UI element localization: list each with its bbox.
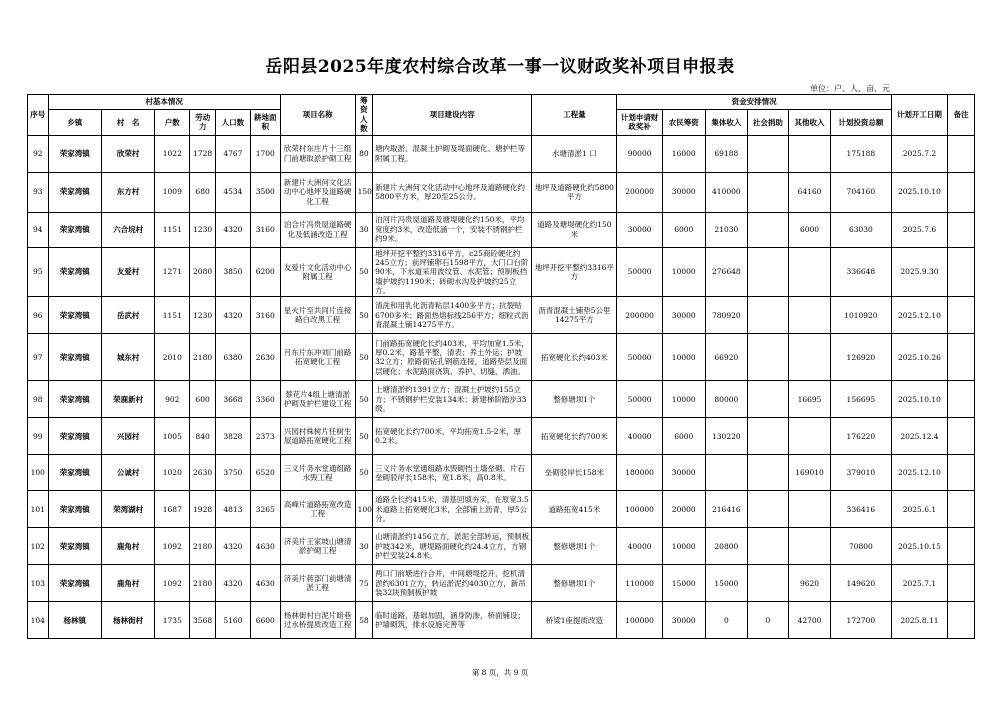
cell-total: 156695 xyxy=(831,381,892,418)
cell-project: 新建片大洲何文化活动中心地坪及道路硬化工程 xyxy=(280,172,355,212)
cell-start: 2025.12.10 xyxy=(891,455,947,491)
cell-start: 2025.8.11 xyxy=(891,602,947,639)
cell-town: 荣家湾镇 xyxy=(48,381,101,418)
cell-farmer: 15000 xyxy=(662,565,705,602)
cell-quantity: 地坪及道路硬化约5800平方 xyxy=(532,172,617,212)
cell-other: 169010 xyxy=(788,455,830,491)
cell-farmer: 10000 xyxy=(662,247,705,297)
cell-raise: 75 xyxy=(355,565,372,602)
cell-social: 0 xyxy=(747,602,788,639)
cell-other xyxy=(788,418,830,455)
cell-town: 杨林镇 xyxy=(48,602,101,639)
table-row xyxy=(28,528,975,565)
cell-note xyxy=(948,172,975,212)
cell-social xyxy=(747,172,788,212)
cell-labor: 1928 xyxy=(190,491,216,528)
cell-town: 荣家湾镇 xyxy=(48,491,101,528)
cell-farmer: 6000 xyxy=(662,418,705,455)
cell-village: 杨林街村 xyxy=(101,602,154,639)
cell-collective: 0 xyxy=(705,602,747,639)
table-row xyxy=(28,381,975,418)
cell-seq: 97 xyxy=(28,334,49,381)
cell-raise: 30 xyxy=(355,212,372,247)
cell-raise: 50 xyxy=(355,297,372,334)
cell-population: 4320 xyxy=(215,297,250,334)
cell-area: 2373 xyxy=(250,418,280,455)
cell-area: 3265 xyxy=(250,491,280,528)
cell-note xyxy=(948,247,975,297)
cell-households: 1271 xyxy=(155,247,190,297)
cell-town: 荣家湾镇 xyxy=(48,297,101,334)
header-funds: 资金安排情况 xyxy=(617,95,891,110)
cell-area: 6200 xyxy=(250,247,280,297)
cell-note xyxy=(948,528,975,565)
cell-labor: 840 xyxy=(190,418,216,455)
table-row xyxy=(28,418,975,455)
header-other: 其他收入 xyxy=(788,109,830,135)
table-body xyxy=(28,135,975,639)
cell-plan-apply: 180000 xyxy=(617,455,662,491)
cell-social xyxy=(747,212,788,247)
cell-note xyxy=(948,418,975,455)
cell-social xyxy=(747,247,788,297)
cell-village: 欣荣村 xyxy=(101,135,154,172)
cell-quantity: 沥青混凝土铺垫5公里14275平方 xyxy=(532,297,617,334)
cell-labor: 2180 xyxy=(190,334,216,381)
cell-project: 济美片蒋部门前塘清淤工程 xyxy=(280,565,355,602)
cell-raise: 150 xyxy=(355,172,372,212)
table-row xyxy=(28,297,975,334)
cell-seq: 101 xyxy=(28,491,49,528)
cell-plan-apply: 40000 xyxy=(617,528,662,565)
header-labor: 劳动力 xyxy=(190,109,216,135)
cell-plan-apply: 50000 xyxy=(617,334,662,381)
cell-population: 6380 xyxy=(215,334,250,381)
header-village-info: 村基本情况 xyxy=(48,95,280,110)
cell-total: 379010 xyxy=(831,455,892,491)
cell-collective xyxy=(705,455,747,491)
header-population: 人口数 xyxy=(215,109,250,135)
cell-project: 欣荣村东庄片十三组门前塘取淤护砌工程 xyxy=(280,135,355,172)
cell-households: 1009 xyxy=(155,172,190,212)
cell-households: 2010 xyxy=(155,334,190,381)
cell-content: 临时道路，基础加固，涵身防渗，桥面铺设；护墙砌筑，排水设施完善等 xyxy=(373,602,532,639)
table-row xyxy=(28,334,975,381)
cell-note xyxy=(948,602,975,639)
cell-collective: 15000 xyxy=(705,565,747,602)
header-collective: 集体收入 xyxy=(705,109,747,135)
cell-seq: 98 xyxy=(28,381,49,418)
cell-village: 东方村 xyxy=(101,172,154,212)
cell-note xyxy=(948,491,975,528)
header-start: 计划开工日期 xyxy=(891,95,947,136)
cell-town: 荣家湾镇 xyxy=(48,418,101,455)
cell-seq: 103 xyxy=(28,565,49,602)
cell-farmer: 20000 xyxy=(662,491,705,528)
cell-total: 176220 xyxy=(831,418,892,455)
cell-village: 友爱村 xyxy=(101,247,154,297)
header-farmer: 农民筹资 xyxy=(662,109,705,135)
cell-quantity: 地坪开挖平整约3316平方 xyxy=(532,247,617,297)
cell-content: 两口门前塘进行合并，中间塘堤挖开，挖机清淤约6301立方，转运淤泥约4030立方，新吊装32块预制板护坡 xyxy=(373,565,532,602)
cell-farmer: 30000 xyxy=(662,297,705,334)
cell-collective: 410000 xyxy=(705,172,747,212)
cell-project: 星火片至共同片连接路白改黑工程 xyxy=(280,297,355,334)
cell-population: 4767 xyxy=(215,135,250,172)
cell-plan-apply: 50000 xyxy=(617,247,662,297)
cell-quantity: 道路及塘堤硬化约150米 xyxy=(532,212,617,247)
cell-total: 63030 xyxy=(831,212,892,247)
header-project: 项目名称 xyxy=(280,95,355,136)
cell-town: 荣家湾镇 xyxy=(48,334,101,381)
cell-other xyxy=(788,528,830,565)
header-area: 耕地面积 xyxy=(250,109,280,135)
cell-collective: 66920 xyxy=(705,334,747,381)
cell-labor: 2630 xyxy=(190,455,216,491)
cell-project: 济美片王家坡山塘清淤护砌工程 xyxy=(280,528,355,565)
cell-plan-apply: 100000 xyxy=(617,491,662,528)
cell-total: 336416 xyxy=(831,491,892,528)
cell-collective: 20800 xyxy=(705,528,747,565)
cell-start: 2025.7.2 xyxy=(891,135,947,172)
cell-town: 荣家湾镇 xyxy=(48,212,101,247)
header-content: 项目建设内容 xyxy=(373,95,532,136)
cell-project: 兴园村株树片任树生屋道路拓宽硬化工程 xyxy=(280,418,355,455)
cell-raise: 50 xyxy=(355,247,372,297)
cell-other xyxy=(788,247,830,297)
cell-seq: 104 xyxy=(28,602,49,639)
cell-content: 地坪开挖平整约3316平方，c25商砼硬化约245立方；前坪铺卵石1598平方，大门口台阶90米，下水道采用波纹管、水泥管；预制板挡墙护坡约1190米；砖砌水沟及护坡约25立方。 xyxy=(373,247,532,297)
header-social: 社会捐助 xyxy=(747,109,788,135)
table-row xyxy=(28,212,975,247)
cell-population: 4320 xyxy=(215,212,250,247)
cell-other xyxy=(788,135,830,172)
cell-labor: 680 xyxy=(190,172,216,212)
cell-area: 3160 xyxy=(250,297,280,334)
cell-social xyxy=(747,334,788,381)
cell-other xyxy=(788,334,830,381)
cell-village: 六合垸村 xyxy=(101,212,154,247)
cell-start: 2025.12.10 xyxy=(891,297,947,334)
cell-total: 704160 xyxy=(831,172,892,212)
cell-project: 三义片务水堂通组路水毁工程 xyxy=(280,455,355,491)
project-table xyxy=(27,94,975,639)
cell-village: 城东村 xyxy=(101,334,154,381)
header-total: 计划投资总额 xyxy=(831,109,892,135)
cell-area: 2630 xyxy=(250,334,280,381)
cell-project: 月东片东冲刘门前路拓宽硬化工程 xyxy=(280,334,355,381)
cell-collective: 21030 xyxy=(705,212,747,247)
cell-farmer: 30000 xyxy=(662,455,705,491)
cell-content: 道路全长约415米，清基回填夯实，在原宽3.5米道路上拓宽硬化3米，全部铺上沥青，厚5公分。 xyxy=(373,491,532,528)
cell-village: 鹿角村 xyxy=(101,528,154,565)
header-town: 乡镇 xyxy=(48,109,101,135)
cell-households: 1092 xyxy=(155,528,190,565)
cell-content: 新建片大洲何文化活动中心地坪及道路硬化约5800平方米，厚20至25公分。 xyxy=(373,172,532,212)
cell-plan-apply: 100000 xyxy=(617,602,662,639)
cell-labor: 2180 xyxy=(190,528,216,565)
cell-social xyxy=(747,528,788,565)
cell-collective: 130220 xyxy=(705,418,747,455)
cell-seq: 94 xyxy=(28,212,49,247)
cell-labor: 1230 xyxy=(190,297,216,334)
header-households: 户数 xyxy=(155,109,190,135)
cell-note xyxy=(948,212,975,247)
cell-quantity: 拓宽硬化长约700米 xyxy=(532,418,617,455)
table-row xyxy=(28,135,975,172)
cell-labor: 2080 xyxy=(190,247,216,297)
cell-note xyxy=(948,381,975,418)
cell-content: 三义片务水堂通组路水毁砌挡土墙垒砌。片石垒砌驳岸长158米，宽1.8米，高0.8米。 xyxy=(373,455,532,491)
cell-quantity: 整修塘坝1个 xyxy=(532,381,617,418)
cell-area: 3360 xyxy=(250,381,280,418)
cell-households: 1687 xyxy=(155,491,190,528)
cell-collective: 216416 xyxy=(705,491,747,528)
cell-labor: 2180 xyxy=(190,565,216,602)
cell-labor: 1728 xyxy=(190,135,216,172)
cell-note xyxy=(948,297,975,334)
cell-other xyxy=(788,297,830,334)
cell-town: 荣家湾镇 xyxy=(48,135,101,172)
cell-start: 2025.12.4 xyxy=(891,418,947,455)
cell-population: 5160 xyxy=(215,602,250,639)
page-title: 岳阳县2025年度农村综合改革一事一议财政奖补项目申报表 xyxy=(265,57,735,77)
cell-note xyxy=(948,455,975,491)
table-row xyxy=(28,247,975,297)
cell-other: 6000 xyxy=(788,212,830,247)
cell-area: 3500 xyxy=(250,172,280,212)
cell-population: 3668 xyxy=(215,381,250,418)
cell-raise: 58 xyxy=(355,602,372,639)
page-footer: 第 8 页，共 9 页 xyxy=(471,668,529,677)
cell-households: 1005 xyxy=(155,418,190,455)
cell-social xyxy=(747,381,788,418)
cell-village: 岳武村 xyxy=(101,297,154,334)
cell-quantity: 垒砌驳岸长158米 xyxy=(532,455,617,491)
cell-start: 2025.10.10 xyxy=(891,172,947,212)
cell-collective: 69188 xyxy=(705,135,747,172)
cell-village: 荣湾湖村 xyxy=(101,491,154,528)
cell-start: 2025.7.1 xyxy=(891,565,947,602)
cell-village: 兴园村 xyxy=(101,418,154,455)
cell-farmer: 10000 xyxy=(662,381,705,418)
cell-content: 门前路拓宽硬化长约403米，平均加宽1.5米，厚0.2米，路基平整，清表；养土外运；护坡32立方；原路面钻孔钢筋连接，道路垫层及面层硬化；水泥路面浇筑、养护、切缝、洒油。 xyxy=(373,334,532,381)
cell-plan-apply: 200000 xyxy=(617,297,662,334)
cell-farmer: 30000 xyxy=(662,602,705,639)
cell-plan-apply: 200000 xyxy=(617,172,662,212)
cell-farmer: 10000 xyxy=(662,528,705,565)
cell-total: 172700 xyxy=(831,602,892,639)
cell-area: 6520 xyxy=(250,455,280,491)
cell-plan-apply: 90000 xyxy=(617,135,662,172)
cell-labor: 1230 xyxy=(190,212,216,247)
cell-social xyxy=(747,135,788,172)
cell-content: 山塘清淤约1456立方，淤泥全部转运，预制板护坡342米，塘堤路面硬化约24.4立方，方钢护栏安装24.8米。 xyxy=(373,528,532,565)
cell-project: 友爱片文化活动中心附属工程 xyxy=(280,247,355,297)
cell-content: 清洗和用乳化沥青粘层1400多平方；抗裂贴6700多米；路面热熔标线256平方；细粒式沥青混凝土铺14275平方。 xyxy=(373,297,532,334)
cell-population: 3828 xyxy=(215,418,250,455)
cell-raise: 50 xyxy=(355,381,372,418)
cell-quantity: 道路拓宽415米 xyxy=(532,491,617,528)
cell-raise: 30 xyxy=(355,528,372,565)
cell-social xyxy=(747,565,788,602)
cell-content: 泊河片冯贵屋道路及塘堤硬化约150米，平均宽度约3米，改造低涵一个，安装不锈钢护栏约9米。 xyxy=(373,212,532,247)
cell-village: 荣鹿新村 xyxy=(101,381,154,418)
cell-total: 175188 xyxy=(831,135,892,172)
cell-households: 1092 xyxy=(155,565,190,602)
cell-content: 上塘清淤约1391立方；混凝土护坡约155立方；不锈钢护栏安装134米；新建梯阶踏步33级。 xyxy=(373,381,532,418)
cell-other: 9620 xyxy=(788,565,830,602)
cell-project: 杨林街村白泥片暗巷过水桥提质改造工程 xyxy=(280,602,355,639)
cell-seq: 95 xyxy=(28,247,49,297)
cell-population: 4534 xyxy=(215,172,250,212)
cell-labor: 3568 xyxy=(190,602,216,639)
cell-households: 1151 xyxy=(155,297,190,334)
cell-farmer: 16000 xyxy=(662,135,705,172)
header-note: 备注 xyxy=(948,95,975,136)
cell-raise: 50 xyxy=(355,455,372,491)
cell-quantity: 整修塘坝1个 xyxy=(532,528,617,565)
cell-households: 1020 xyxy=(155,455,190,491)
table-row xyxy=(28,602,975,639)
cell-seq: 93 xyxy=(28,172,49,212)
cell-area: 6600 xyxy=(250,602,280,639)
cell-start: 2025.6.1 xyxy=(891,491,947,528)
cell-quantity: 拓宽硬化长约403米 xyxy=(532,334,617,381)
cell-other: 16695 xyxy=(788,381,830,418)
cell-farmer: 30000 xyxy=(662,172,705,212)
header-village: 村 名 xyxy=(101,109,154,135)
cell-area: 4630 xyxy=(250,565,280,602)
cell-content: 塘内取淤、混凝土护砌及堤面硬化、塘护栏等附属工程。 xyxy=(373,135,532,172)
cell-content: 拓宽硬化长约700米，平均拓宽1.5-2米，厚0.2米。 xyxy=(373,418,532,455)
cell-population: 4813 xyxy=(215,491,250,528)
cell-total: 336648 xyxy=(831,247,892,297)
cell-project: 泊合片冯贵屋道路硬化及低涵改造工程 xyxy=(280,212,355,247)
cell-seq: 102 xyxy=(28,528,49,565)
cell-population: 3850 xyxy=(215,247,250,297)
cell-village: 鹿角村 xyxy=(101,565,154,602)
header-quantity: 工程量 xyxy=(532,95,617,136)
cell-social xyxy=(747,418,788,455)
cell-project: 蔡花片4组上塘清淤护砌及护栏建设工程 xyxy=(280,381,355,418)
cell-seq: 92 xyxy=(28,135,49,172)
cell-seq: 100 xyxy=(28,455,49,491)
cell-population: 4320 xyxy=(215,565,250,602)
cell-start: 2025.9.30 xyxy=(891,247,947,297)
cell-town: 荣家湾镇 xyxy=(48,172,101,212)
cell-raise: 50 xyxy=(355,418,372,455)
cell-start: 2025.10.15 xyxy=(891,528,947,565)
cell-start: 2025.10.26 xyxy=(891,334,947,381)
cell-collective: 80000 xyxy=(705,381,747,418)
cell-start: 2025.10.10 xyxy=(891,381,947,418)
table-row xyxy=(28,172,975,212)
cell-area: 1700 xyxy=(250,135,280,172)
cell-village: 公诚村 xyxy=(101,455,154,491)
cell-collective: 276648 xyxy=(705,247,747,297)
table-row xyxy=(28,455,975,491)
table-row xyxy=(28,565,975,602)
cell-social xyxy=(747,297,788,334)
cell-town: 荣家湾镇 xyxy=(48,455,101,491)
cell-raise: 100 xyxy=(355,491,372,528)
cell-quantity: 桥梁1座提质改造 xyxy=(532,602,617,639)
cell-note xyxy=(948,135,975,172)
cell-raise: 80 xyxy=(355,135,372,172)
cell-plan-apply: 50000 xyxy=(617,381,662,418)
table-row xyxy=(28,491,975,528)
cell-town: 荣家湾镇 xyxy=(48,528,101,565)
cell-farmer: 10000 xyxy=(662,334,705,381)
cell-note xyxy=(948,334,975,381)
cell-project: 高峰片道路拓宽改造工程 xyxy=(280,491,355,528)
cell-other: 42700 xyxy=(788,602,830,639)
header-plan-apply: 计划申请财政奖补 xyxy=(617,109,662,135)
header-raise: 筹资人数 xyxy=(355,95,372,136)
cell-households: 1022 xyxy=(155,135,190,172)
cell-town: 荣家湾镇 xyxy=(48,565,101,602)
cell-total: 70800 xyxy=(831,528,892,565)
cell-total: 149620 xyxy=(831,565,892,602)
cell-farmer: 6000 xyxy=(662,212,705,247)
cell-population: 3750 xyxy=(215,455,250,491)
cell-area: 4630 xyxy=(250,528,280,565)
cell-plan-apply: 110000 xyxy=(617,565,662,602)
cell-seq: 96 xyxy=(28,297,49,334)
cell-collective: 780920 xyxy=(705,297,747,334)
cell-households: 1735 xyxy=(155,602,190,639)
cell-total: 1010920 xyxy=(831,297,892,334)
cell-town: 荣家湾镇 xyxy=(48,247,101,297)
cell-social xyxy=(747,455,788,491)
cell-area: 3160 xyxy=(250,212,280,247)
cell-households: 1151 xyxy=(155,212,190,247)
cell-other xyxy=(788,491,830,528)
cell-population: 4320 xyxy=(215,528,250,565)
cell-quantity: 整修塘坝1个 xyxy=(532,565,617,602)
cell-households: 902 xyxy=(155,381,190,418)
cell-total: 126920 xyxy=(831,334,892,381)
header-seq: 序号 xyxy=(28,95,49,136)
cell-social xyxy=(747,491,788,528)
cell-seq: 99 xyxy=(28,418,49,455)
unit-label: 单位：户、人、亩、元 xyxy=(810,84,890,93)
cell-raise: 50 xyxy=(355,334,372,381)
cell-start: 2025.7.6 xyxy=(891,212,947,247)
cell-note xyxy=(948,565,975,602)
cell-labor: 600 xyxy=(190,381,216,418)
cell-other: 64160 xyxy=(788,172,830,212)
cell-plan-apply: 30000 xyxy=(617,212,662,247)
cell-plan-apply: 40000 xyxy=(617,418,662,455)
cell-quantity: 水塘清淤1 口 xyxy=(532,135,617,172)
